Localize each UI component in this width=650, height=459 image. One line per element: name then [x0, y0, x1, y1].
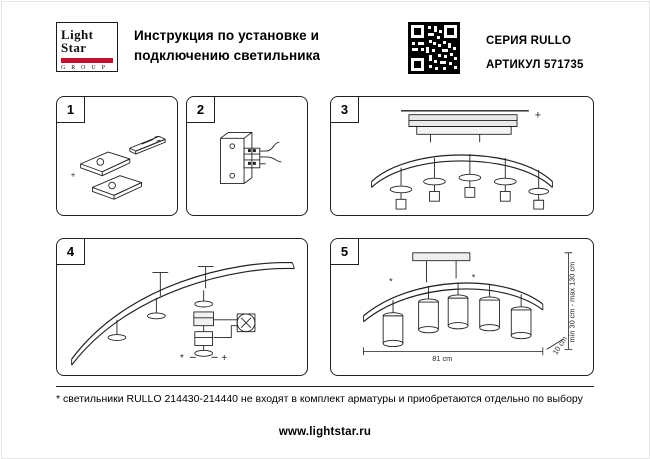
step-4-illustration — [57, 239, 307, 375]
svg-text:*: * — [389, 276, 393, 287]
page-title-line-1: Инструкция по установке и — [134, 28, 320, 43]
step-number-1: 1 — [57, 97, 85, 123]
step-panel-4 — [56, 238, 308, 376]
brand-line-1: Light — [61, 27, 94, 42]
brand-accent-bar — [61, 58, 113, 63]
brand-line-2: Star — [61, 40, 87, 56]
step-number-5: 5 — [331, 239, 359, 265]
dim-width-label: 81 cm — [432, 354, 453, 364]
svg-text:+: + — [534, 109, 542, 122]
qr-code-icon — [408, 22, 460, 74]
svg-text:+: + — [221, 353, 228, 365]
step-number-3: 3 — [331, 97, 359, 123]
series-label: СЕРИЯ RULLO — [486, 35, 572, 47]
website-url: www.lightstar.ru — [278, 426, 372, 438]
dim-height-label: min 30 cm - max 130 cm — [567, 261, 577, 343]
step-number-4: 4 — [57, 239, 85, 265]
brand-line-3: G R O U P — [61, 64, 108, 71]
page-title-line-2: подключению светильника — [134, 47, 321, 63]
step-number-2: 2 — [187, 97, 215, 123]
step-panel-3 — [330, 96, 594, 216]
svg-text:*: * — [180, 353, 184, 365]
step-1-illustration — [57, 97, 177, 215]
svg-text:+: + — [70, 170, 76, 180]
dim-depth-label: 10 cm — [550, 334, 569, 357]
step-5-illustration — [331, 239, 593, 375]
footer-divider — [56, 386, 594, 387]
step-panel-1 — [56, 96, 178, 216]
step-2-illustration — [187, 97, 307, 215]
article-label: АРТИКУЛ 571735 — [486, 58, 584, 71]
svg-text:*: * — [471, 272, 476, 283]
step-panel-5 — [330, 238, 594, 376]
brand-logo — [56, 22, 118, 72]
step-3-illustration — [331, 97, 593, 215]
header — [56, 16, 594, 78]
footnote: * светильники RULLO 214430-214440 не входят в комплект арматуры и приобретаются отдельно по выбору — [56, 393, 583, 405]
product-info — [486, 30, 650, 77]
page-title — [134, 26, 372, 65]
step-panel-2 — [186, 96, 308, 216]
